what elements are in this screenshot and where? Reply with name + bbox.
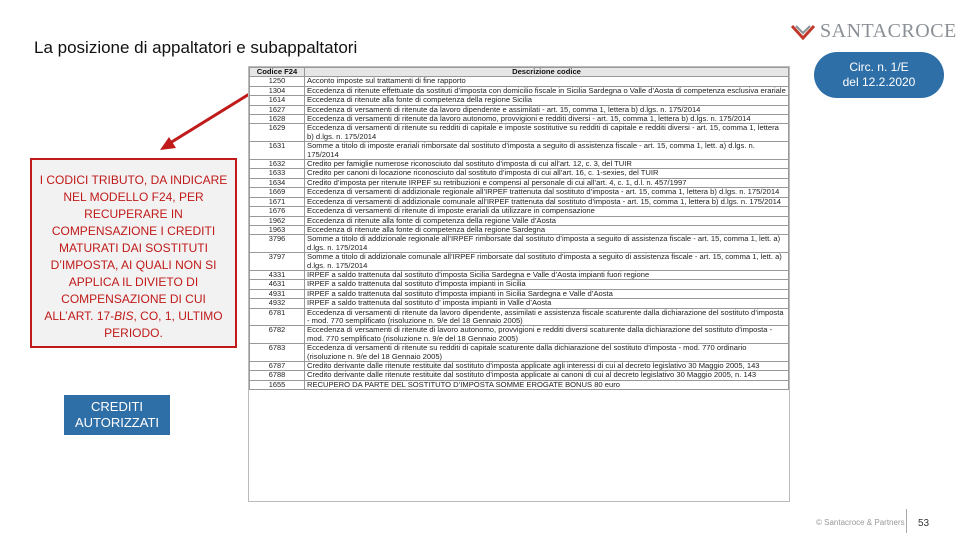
tax-code-cell: 1304 (250, 86, 305, 95)
tax-description-cell: Eccedenza di ritenute alla fonte di competenza della regione Sardegna (305, 225, 789, 234)
tax-description-cell: Eccedenza di versamenti di ritenute da lavoro dipendente, assimilati e assistenza fiscale scaturente dalla dichiarazione del sostituto d’imposta - mod. 770 semplificato (risoluzione n. 9/e del 18 Gennaio 2005) (305, 308, 789, 326)
table-row (250, 142, 789, 160)
column-header-code: Codice F24 (250, 68, 305, 77)
tax-description-cell: Somme a titolo di imposte erariali rimborsate dal sostituto d’imposta a seguito di assistenza fiscale - art. 15, comma 1, lett. a) d.lgs. n. 175/2014 (305, 142, 789, 160)
tax-code-cell: 4932 (250, 299, 305, 308)
table-row (250, 235, 789, 253)
tax-code-cell: 1631 (250, 142, 305, 160)
tax-code-cell: 1614 (250, 96, 305, 105)
footer-divider (906, 509, 907, 533)
table-row (250, 253, 789, 271)
tax-description-cell: Acconto imposte sul trattamenti di fine rapporto (305, 77, 789, 86)
tax-description-cell: Eccedenza di versamenti di ritenute su redditi di capitale e imposte sostitutive su redditi di capitale e redditi diversi - art. 15, comma 1, lettera b) d.lgs. n. 175/2014 (305, 124, 789, 142)
page-number: 53 (918, 518, 930, 529)
tax-code-cell: 1627 (250, 105, 305, 114)
tax-description-cell: Somme a titolo di addizionale comunale all’IRPEF rimborsate dal sostituto d’imposta a seguito di assistenza fiscale - art. 15, comma 1, lett. a) d.lgs. n. 175/2014 (305, 253, 789, 271)
tax-description-cell: RECUPERO DA PARTE DEL SOSTITUTO D’IMPOSTA SOMME EROGATE BONUS 80 euro (305, 380, 789, 389)
tax-description-cell: Eccedenza di ritenute effettuate da sostituti d’imposta con domicilio fiscale in Sicilia Sardegna o Valle d’Aosta di competenza esclusiva erariale (305, 86, 789, 95)
tax-code-cell: 1676 (250, 207, 305, 216)
tax-code-cell: 6783 (250, 344, 305, 362)
tax-code-cell: 3797 (250, 253, 305, 271)
tax-description-cell: IRPEF a saldo trattenuta dal sostituto d’imposta impianti in Sicilia Sardegna e Valle d’Aosta (305, 289, 789, 298)
table-row (250, 124, 789, 142)
table-row (250, 280, 789, 289)
tax-code-cell: 4631 (250, 280, 305, 289)
tax-code-cell: 1655 (250, 380, 305, 389)
table-row (250, 207, 789, 216)
tax-description-cell: Eccedenza di versamenti di ritenute di imposte erariali da utilizzare in compensazione (305, 207, 789, 216)
tax-description-cell: Credito d’imposta per ritenute IRPEF su retribuzioni e compensi al personale di cui all’art. 4, c. 1, d.l. n. 457/1997 (305, 178, 789, 187)
tax-code-cell: 4931 (250, 289, 305, 298)
tax-description-cell: Credito derivante dalle ritenute restituite dal sostituto d’imposta applicate agli interessi di cui al decreto legislativo 30 Maggio 2005, 143 (305, 362, 789, 371)
badge-line-1: Circ. n. 1/E (849, 60, 909, 74)
tax-code-cell: 3796 (250, 235, 305, 253)
tax-description-cell: IRPEF a saldo trattenuta dal sostituto d’ imposta impianti in Valle d’Aosta (305, 299, 789, 308)
button-line-1: CREDITI (91, 399, 143, 414)
tax-code-cell: 1633 (250, 169, 305, 178)
authorized-credits-button[interactable] (64, 395, 170, 435)
tax-code-cell: 1250 (250, 77, 305, 86)
tax-code-cell: 1671 (250, 197, 305, 206)
tax-description-cell: Credito derivante dalle ritenute restituite dal sostituto d’imposta applicate ai canoni di cui al decreto legislativo 30 Maggio 2005, n. 143 (305, 371, 789, 380)
tax-description-cell: Somme a titolo di addizionale regionale all’IRPEF rimborsate dal sostituto d’imposta a seguito di assistenza fiscale - art. 15, comma 1, lett. a) d.lgs. n. 175/2014 (305, 235, 789, 253)
tax-description-cell: IRPEF a saldo trattenuta dal sostituto d’imposta impianti in Sicilia (305, 280, 789, 289)
tax-description-cell: Eccedenza di versamenti di ritenute di lavoro autonomo, provvigioni e redditi diversi scaturente dalla dichiarazione del sostituto d’imposta - mod. 770 semplificato (risoluzione n. 9/e del 18 Gennaio 2005) (305, 326, 789, 344)
tax-code-cell: 4331 (250, 270, 305, 279)
tax-code-cell: 6781 (250, 308, 305, 326)
tax-description-cell: Eccedenza di versamenti di ritenute da lavoro dipendente e assimilati - art. 15, comma 1, lettera b) d.lgs. n. 175/2014 (305, 105, 789, 114)
tax-description-cell: Eccedenza di versamenti di ritenute da lavoro autonomo, provvigioni e redditi diversi - art. 15, comma 1, lettera b) d.lgs. n. 175/2014 (305, 115, 789, 124)
button-line-2: AUTORIZZATI (74, 415, 160, 430)
tax-code-table-image (248, 66, 790, 502)
tax-code-cell: 1634 (250, 178, 305, 187)
table-row (250, 169, 789, 178)
tax-description-cell: Eccedenza di ritenute alla fonte di competenza della regione Sicilia (305, 96, 789, 105)
tax-code-cell: 1669 (250, 188, 305, 197)
logo-text: SANTACROCE (820, 20, 957, 42)
table-row (250, 308, 789, 326)
slide-title: La posizione di appaltatori e subappaltatori (34, 38, 358, 57)
tax-code-cell: 1629 (250, 124, 305, 142)
tax-description-cell: Eccedenza di versamenti di ritenute su redditi di capitale scaturente dalla dichiarazione del sostituto d’imposta - mod. 770 ordinario (risoluzione n. 9/e del 18 Gennaio 2005) (305, 344, 789, 362)
tax-description-cell: Credito per famiglie numerose riconosciuto dal sostituto d’imposta di cui all’art. 12, c. 3, del TUIR (305, 160, 789, 169)
tax-code-cell: 6788 (250, 371, 305, 380)
tax-description-cell: Eccedenza di ritenute alla fonte di competenza della regione Valle d’Aosta (305, 216, 789, 225)
note-text-start: I CODICI TRIBUTO, DA INDICARE NEL MODELLO F24, PER RECUPERARE IN COMPENSAZIONE I CREDITI MATURATI DAI SOSTITUTI D’IMPOSTA, AI QUALI NON SI APPLICA IL DIVIETO DI COMPENSAZIONE DI CUI ALL’ART. 17- (39, 173, 228, 323)
tax-description-cell: Eccedenza di versamenti di addizionale regionale all’IRPEF trattenuta dal sostituto d’imposta - art. 15, comma 1, lettera b) d.lgs. n. 175/2014 (305, 188, 789, 197)
tax-code-cell: 6782 (250, 326, 305, 344)
table-row (250, 96, 789, 105)
tax-code-cell: 6787 (250, 362, 305, 371)
tax-code-cell: 1962 (250, 216, 305, 225)
table-row (250, 77, 789, 86)
tax-code-table (249, 67, 789, 390)
tax-code-cell: 1628 (250, 115, 305, 124)
table-row (250, 326, 789, 344)
tax-description-cell: Eccedenza di versamenti di addizionale comunale all’IRPEF trattenuta dal sostituto d’imposta - art. 15, comma 1, lettera b) d.lgs. n. 175/2014 (305, 197, 789, 206)
table-row (250, 299, 789, 308)
tax-description-cell: Credito per canoni di locazione riconosciuto dal sostituto d’imposta di cui all’art. 16, c. 1-sexies, del TUIR (305, 169, 789, 178)
table-row (250, 188, 789, 197)
tax-code-cell: 1632 (250, 160, 305, 169)
table-row (250, 216, 789, 225)
column-header-description: Descrizione codice (305, 68, 789, 77)
badge-line-2: del 12.2.2020 (842, 75, 916, 89)
note-text-end: , CO, 1, ULTIMO PERIODO. (104, 309, 223, 340)
table-body (250, 77, 789, 390)
footer-copyright: © Santacroce & Partners (816, 518, 905, 527)
note-text-italic: BIS (114, 309, 134, 323)
table-row (250, 380, 789, 389)
table-row (250, 344, 789, 362)
tax-code-cell: 1963 (250, 225, 305, 234)
explanatory-note-box (30, 158, 237, 348)
table-row (250, 371, 789, 380)
tax-description-cell: IRPEF a saldo trattenuta dal sostituto d’imposta Sicilia Sardegna e Valle d’Aosta impianti fuori regione (305, 270, 789, 279)
